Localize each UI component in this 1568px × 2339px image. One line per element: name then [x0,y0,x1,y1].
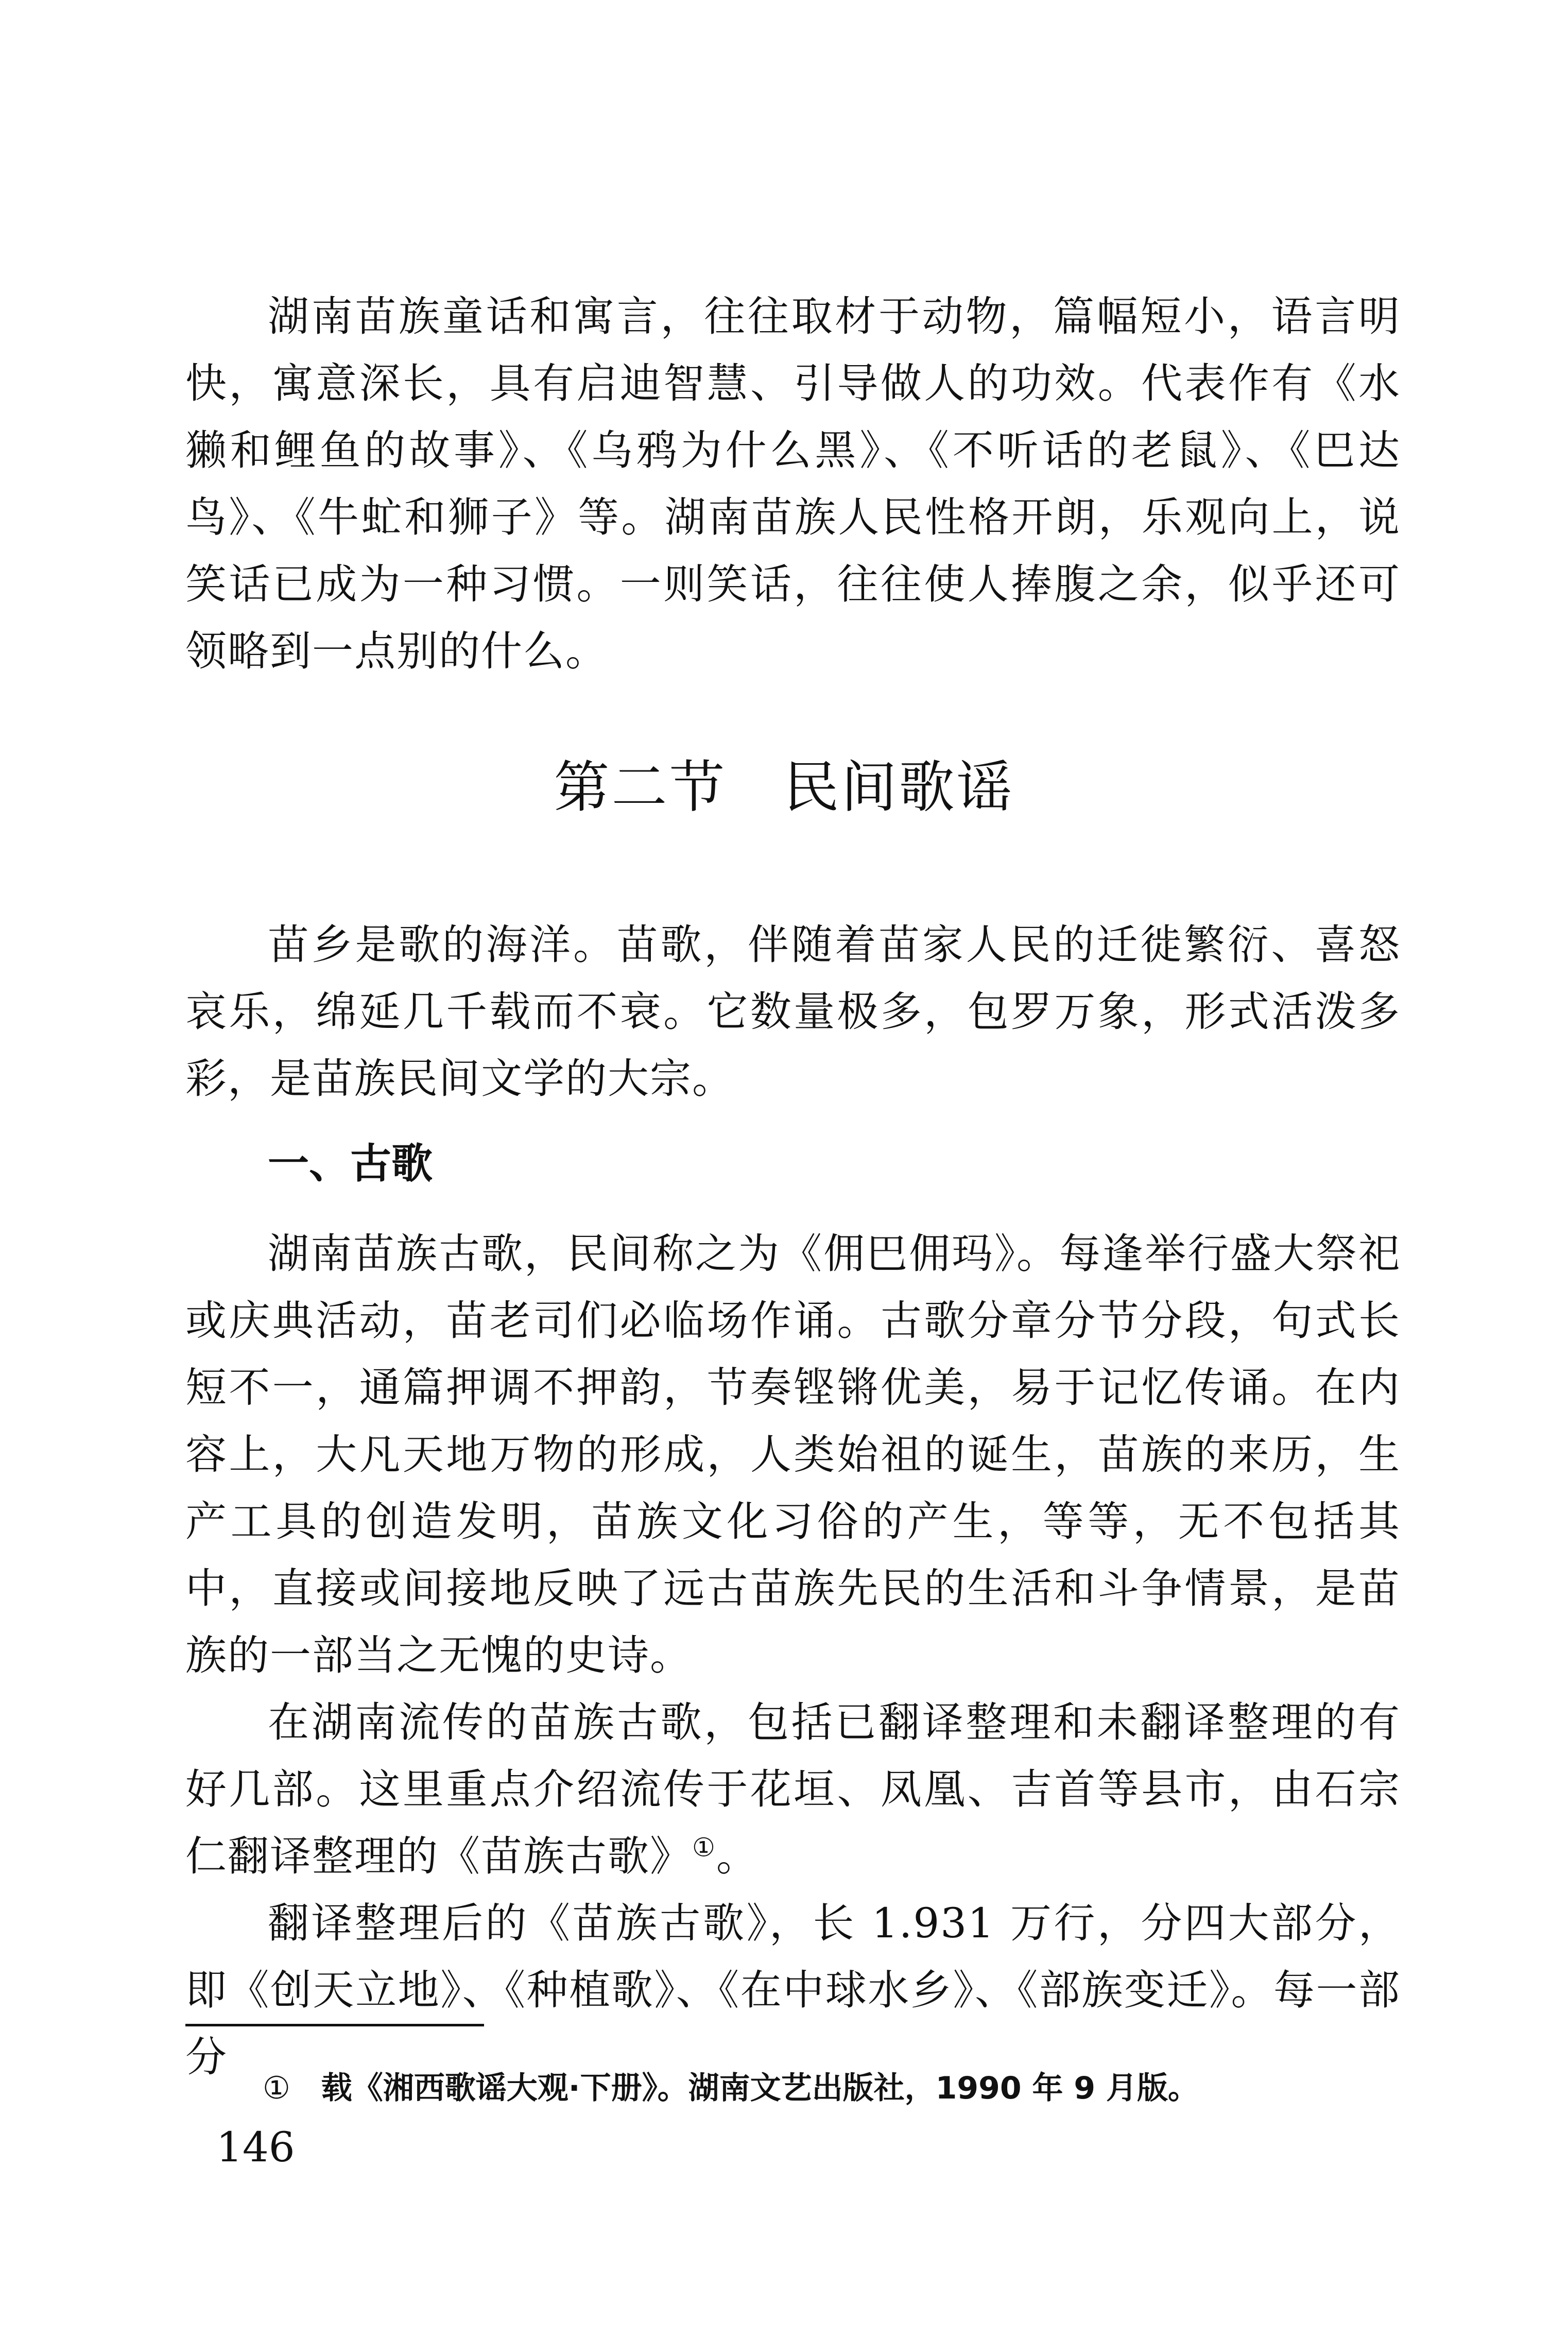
page-number: 146 [216,2123,295,2171]
footnote-mark: ① [263,2070,290,2106]
main-text [185,1220,1401,2091]
intro-text [185,911,1401,1112]
paragraph-fables-jokes: 湖南苗族童话和寓言，往往取材于动物，篇幅短小，语言明快，寓意深长，具有启迪智慧、引导做人的功效。代表作有《水獭和鲤鱼的故事》、《乌鸦为什么黑》、《不听话的老鼠》、《巴达鸟》、《牛虻和狮子》等。湖南苗族人民性格开朗，乐观向上，说笑话已成为一种习惯。一则笑话，往往使人捧腹之余，似乎还可领略到一点别的什么。 [185,293,1401,675]
footnote-reference[interactable]: ① [692,1832,716,1863]
footnote-divider [185,2024,484,2026]
paragraph-intro: 苗乡是歌的海洋。苗歌，伴随着苗家人民的迁徙繁衍、喜怒哀乐，绵延几千载而不衰。它数量极多，包罗万象，形式活泼多彩，是苗族民间文学的大宗。 [185,921,1401,1103]
paragraph-translations-text: 在湖南流传的苗族古歌，包括已翻译整理和未翻译整理的有好几部。这里重点介绍流传于花垣、凤凰、吉首等县市，由石宗仁翻译整理的《苗族古歌》 [185,1698,1401,1880]
paragraph-translations [185,1689,1401,1890]
subsection-heading: 一、古歌 [268,1140,433,1188]
footnote-text: 载《湘西歌谣大观·下册》。湖南文艺出版社，1990 年 9 月版。 [321,2070,1199,2106]
section-number: 第二节 [554,755,727,820]
footnote [263,2065,1199,2111]
opening-text [185,283,1401,685]
paragraph-ancient-songs: 湖南苗族古歌，民间称之为《佣巴佣玛》。每逢举行盛大祭祀或庆典活动，苗老司们必临场作诵。古歌分章分节分段，句式长短不一，通篇押调不押韵，节奏铿锵优美，易于记忆传诵。在内容上，大凡天地万物的形成，人类始祖的诞生，苗族的来历，生产工具的创造发明，苗族文化习俗的产生，等等，无不包括其中，直接或间接地反映了远古苗族先民的生活和斗争情景，是苗族的一部当之无愧的史诗。 [185,1230,1401,1679]
paragraph-structure: 翻译整理后的《苗族古歌》，长 1.931 万行，分四大部分，即《创天立地》、《种植歌》、《在中球水乡》、《部族变迁》。每一部分 [185,1899,1401,2081]
section-name: 民间歌谣 [783,755,1014,820]
paragraph-translations-end: 。 [716,1832,759,1880]
section-title [0,752,1568,824]
